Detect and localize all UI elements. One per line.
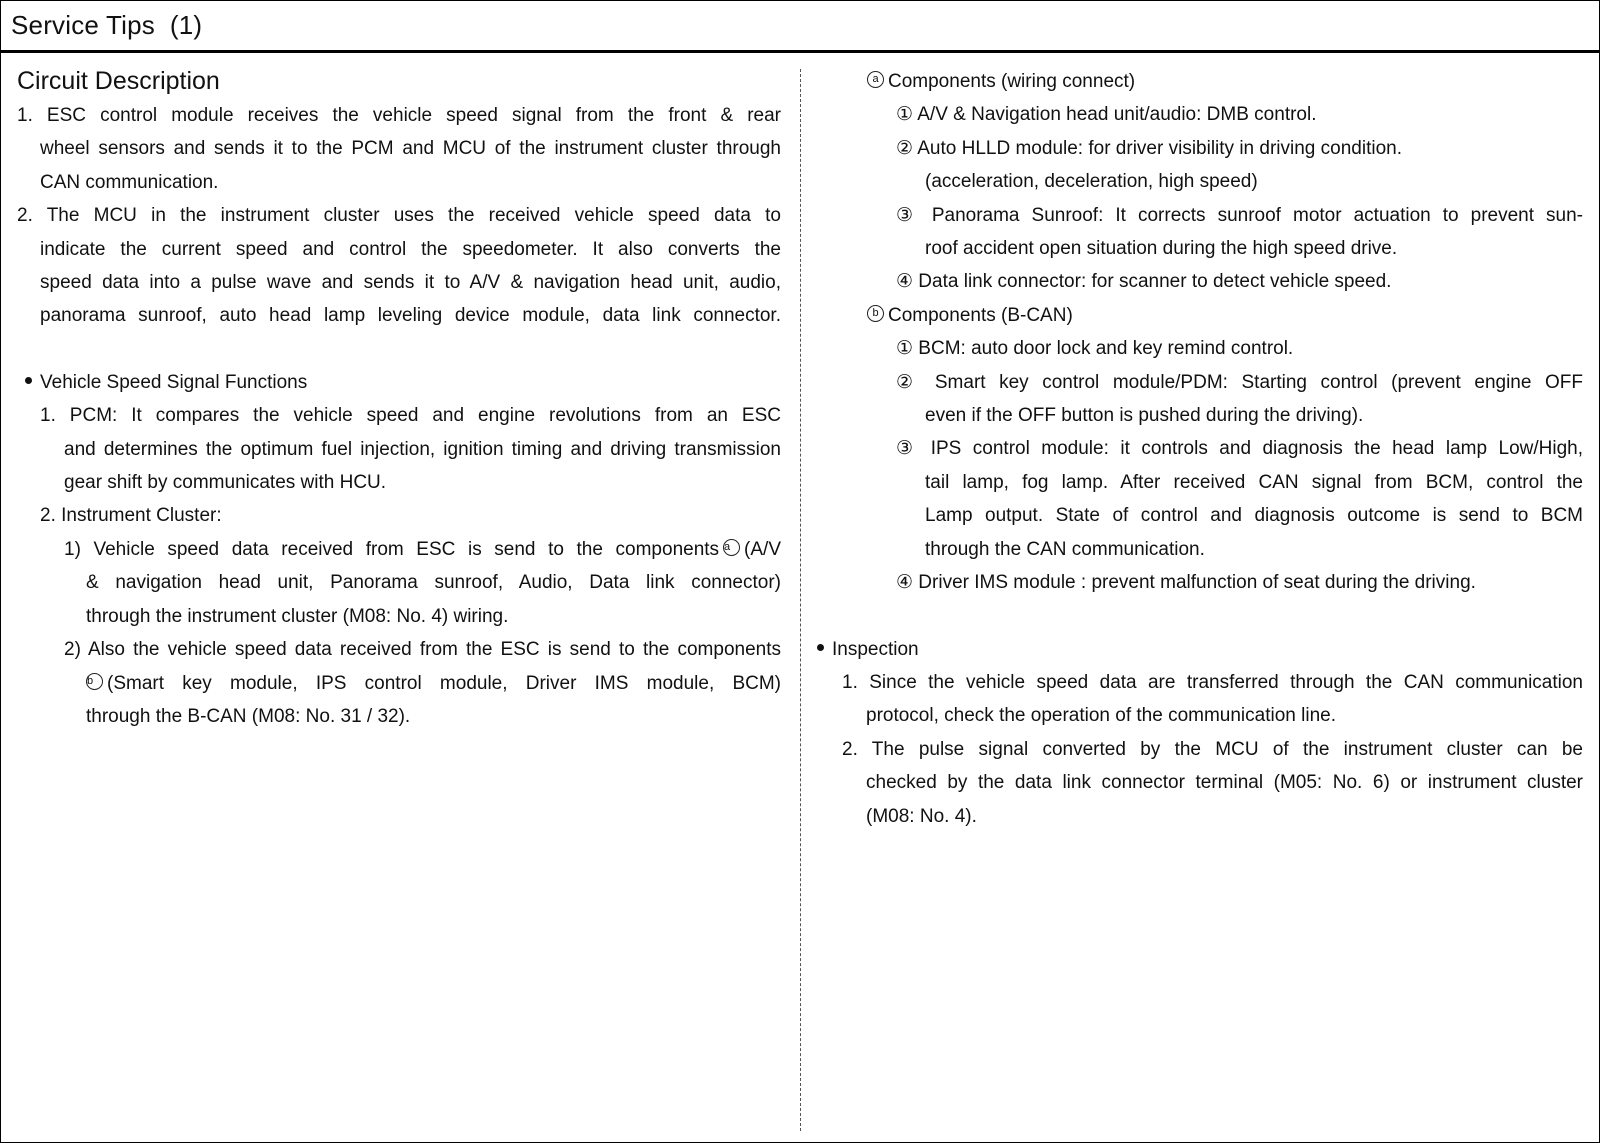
- cluster-subitem-2: [17, 633, 781, 733]
- text-line: 2) Also the vehicle speed data received from the ESC is send to the components: [64, 639, 781, 661]
- text-span: 1) Vehicle speed data received from ESC is send to the components: [64, 538, 720, 560]
- text-line: tail lamp, fog lamp. After received CAN signal from BCM, control the: [925, 471, 1583, 493]
- text-line: 2. The MCU in the instrument cluster uses the received vehicle speed data to: [17, 205, 781, 227]
- circuit-description-heading: Circuit Description: [17, 67, 220, 95]
- text-line: [86, 667, 781, 700]
- text-line: through the instrument cluster (M08: No. 4) wiring.: [86, 605, 509, 627]
- text-line: protocol, check the operation of the communication line.: [866, 705, 1336, 727]
- text-line: & navigation head unit, Panorama sunroof, Audio, Data link connector): [86, 572, 781, 594]
- list-item: ① BCM: auto door lock and key remind control.: [896, 338, 1294, 360]
- text-line: and determines the optimum fuel injection, ignition timing and driving transmission: [64, 438, 781, 460]
- paragraph-2: [17, 199, 781, 333]
- components-bcan-label: Components (B-CAN): [888, 304, 1073, 326]
- functions-heading-label: Vehicle Speed Signal Functions: [40, 371, 308, 393]
- list-item: ② Auto HLLD module: for driver visibility in driving condition.: [896, 137, 1402, 159]
- text-span: (A/V: [744, 538, 781, 560]
- text-line: roof accident open situation during the high speed drive.: [925, 238, 1398, 260]
- components-wiring-label: Components (wiring connect): [888, 71, 1136, 92]
- circled-b-icon: b: [867, 305, 884, 322]
- text-line: even if the OFF button is pushed during the driving).: [925, 405, 1364, 427]
- text-line: [64, 533, 781, 566]
- text-line: panorama sunroof, auto head lamp leveling device module, data link connector.: [40, 305, 781, 327]
- list-item: ③ Panorama Sunroof: It corrects sunroof motor actuation to prevent sun-: [896, 204, 1583, 226]
- list-item: ④ Data link connector: for scanner to detect vehicle speed.: [896, 271, 1392, 293]
- circled-a-icon: a: [867, 71, 884, 88]
- text-line: (acceleration, deceleration, high speed): [925, 171, 1258, 193]
- text-line: indicate the current speed and control the speedometer. It also converts the: [40, 238, 781, 260]
- text-line: 1. ESC control module receives the vehicle speed signal from the front & rear: [17, 105, 781, 126]
- text-line: gear shift by communicates with HCU.: [64, 472, 387, 494]
- paragraph-1: [17, 99, 781, 199]
- inspection-item-1: 1. Since the vehicle speed data are transferred through the CAN communication: [842, 671, 1583, 693]
- text-line: 1. PCM: It compares the vehicle speed and engine revolutions from an ESC: [40, 405, 781, 427]
- function-item-pcm: [17, 399, 781, 499]
- page-header: [1, 1, 1599, 53]
- bullet-icon: [817, 644, 824, 651]
- text-line: Lamp output. State of control and diagnosis outcome is send to BCM: [925, 505, 1583, 527]
- left-column: [17, 61, 781, 733]
- right-column: [823, 61, 1583, 833]
- text-line: wheel sensors and sends it to the PCM and MCU of the instrument cluster through: [40, 138, 781, 160]
- circled-b-icon: b: [86, 673, 103, 690]
- text-line: through the B-CAN (M08: No. 31 / 32).: [86, 705, 411, 727]
- functions-heading: [25, 366, 781, 399]
- text-line: (M08: No. 4).: [866, 805, 977, 827]
- list-item: ④ Driver IMS module : prevent malfunction of seat during the driving.: [896, 572, 1476, 594]
- list-item: ② Smart key control module/PDM: Starting control (prevent engine OFF: [896, 371, 1583, 393]
- list-item: ① A/V & Navigation head unit/audio: DMB control.: [896, 104, 1317, 126]
- text-line: CAN communication.: [40, 171, 219, 193]
- inspection-heading: [817, 633, 1583, 666]
- text-line: speed data into a pulse wave and sends it to A/V & navigation head unit, audio,: [40, 272, 781, 294]
- column-divider: [800, 69, 801, 1131]
- circled-a-icon: a: [723, 539, 740, 556]
- text-line: checked by the data link connector terminal (M05: No. 6) or instrument cluster: [866, 772, 1583, 794]
- inspection-item-2: 2. The pulse signal converted by the MCU of the instrument cluster can be: [842, 738, 1583, 760]
- function-item-cluster: 2. Instrument Cluster:: [40, 505, 222, 527]
- components-wiring-heading: [867, 65, 1583, 98]
- text-span: (Smart key module, IPS control module, Driver IMS module, BCM): [107, 672, 781, 694]
- cluster-subitem-1: [17, 533, 781, 633]
- page-title: Service Tips (1): [11, 10, 203, 40]
- inspection-heading-label: Inspection: [832, 638, 919, 660]
- list-item: ③ IPS control module: it controls and diagnosis the head lamp Low/High,: [896, 438, 1583, 460]
- components-bcan-heading: [867, 299, 1583, 332]
- text-line: through the CAN communication.: [925, 538, 1205, 560]
- bullet-icon: [25, 377, 32, 384]
